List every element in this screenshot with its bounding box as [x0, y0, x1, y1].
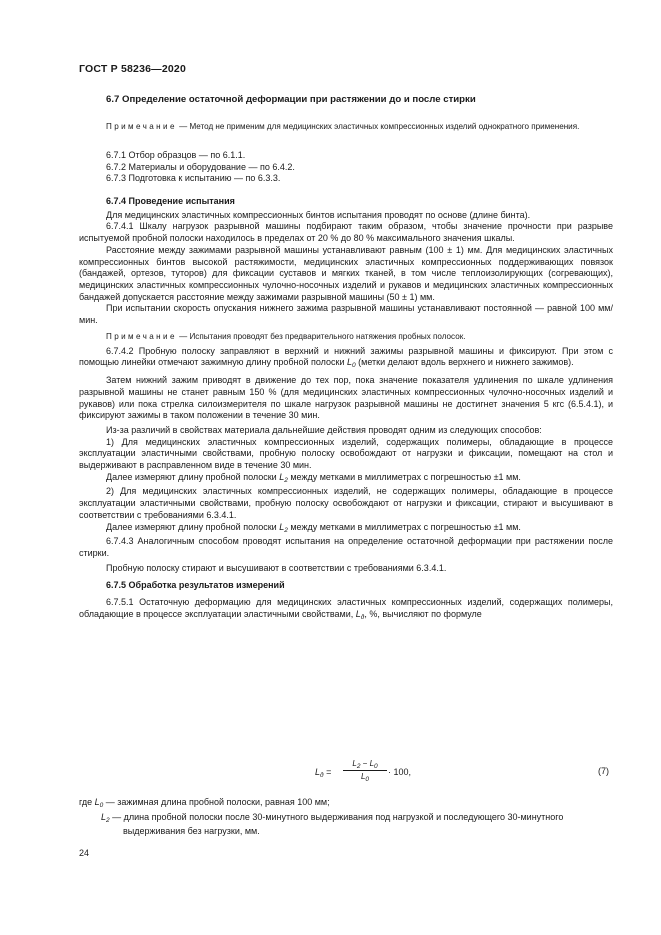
paragraph: Пробную полоску стирают и высушивают в соответствии с требованиями 6.3.4.1.	[106, 562, 447, 573]
subsection-title-6-7-4: 6.7.4 Проведение испытания	[106, 196, 235, 206]
formula-number: (7)	[598, 766, 609, 776]
paragraph: Затем нижний зажим приводят в движение до тех пор, пока значение показателя удлинения по шкале удлинения разрывной машины не станет равным 150 % (для медицинских эластичных компрессионных чулочно-носочных изделий и рукавов) или пока стрелка силоизмерителя по шкале нагрузок разрывной машины не достигнет значения 5 кгс (6.5.4.1), и фиксируют зажимы в таком положении в течение 30 мин.	[79, 375, 613, 421]
paragraph: 6.7.4.2 Пробную полоску заправляют в верхний и нижний зажимы разрывной машины и фиксируют. При этом с помощью линейки отмечают зажимную длину пробной полоски $L_0$ (метки делают вдоль верхнего и нижнего зажимов).	[79, 345, 613, 370]
formula-7: $L_д$ = $L_2 - L_0$ $L_0$ · 100,	[315, 759, 412, 783]
symbol-l2: $L_2$	[279, 471, 288, 484]
formula-tail: · 100,	[388, 767, 412, 777]
section-title: 6.7 Определение остаточной деформации при растяжении до и после стирки	[106, 94, 476, 105]
paragraph: 6.7.4.3 Аналогичным способом проводят испытания на определение остаточной деформации при растяжении после стирки.	[79, 536, 613, 558]
paragraph: Расстояние между зажимами разрывной машины устанавливают равным (100 ± 1) мм. Для медицинских эластичных компрессионных бинтов высокой растяжимости, медицинских эластичных компрессионных поддерживающих повязок (бандажей, ортезов, туторов) для фиксации суставов и мягких тканей, в том числе теплоизолирующих (согревающих), медицинских эластичных компрессионных чулочно-носочных изделий и рукавов и медицинских эластичных компрессионных бандажей допускается расстояние между зажимами разрывной машины (50 ± 1) мм.	[79, 244, 613, 302]
fraction-numerator: $L_2 - L_0$	[352, 759, 378, 770]
item-6-7-2: 6.7.2 Материалы и оборудование — по 6.4.2.	[106, 161, 295, 172]
paragraph: Далее измеряют длину пробной полоски $L_2$ между метками в миллиметрах с погрешностью ±1 мм.	[106, 471, 521, 484]
paragraph: Далее измеряют длину пробной полоски $L_2$ между метками в миллиметрах с погрешностью ±1 мм.	[106, 521, 521, 534]
symbol-ld: $L_д$	[315, 767, 324, 779]
formula-fraction	[343, 758, 387, 783]
where-l2: $L_2$ — длина пробной полоски после 30-минутного выдерживания под нагрузкой и последующего 30-минутного выдерживания без нагрузки, мм.	[101, 811, 564, 837]
section-6-7-4	[79, 196, 613, 624]
symbol-l2: $L_2$	[279, 521, 288, 534]
item-6-7-1: 6.7.1 Отбор образцов — по 6.1.1.	[106, 150, 246, 160]
paragraph: 2) Для медицинских эластичных компрессионных изделий, не содержащих полимеры, обладающие в процессе эксплуатации эластичными свойствами, пробную полоску освобождают от нагрузки и фиксации, стирают и высушивают в соответствии с требованиями 6.3.4.1.	[79, 486, 613, 520]
item-6-7-3: 6.7.3 Подготовка к испытанию — по 6.3.3.	[106, 173, 281, 184]
symbol-l0: $L_0$	[347, 357, 356, 370]
item-list	[79, 150, 613, 185]
paragraph: 6.7.5.1 Остаточную деформацию для медицинских эластичных компрессионных изделий, содержащих полимеры, обладающие в процессе эксплуатации эластичными свойствами, $L_д$, %, вычисляют по формуле	[79, 597, 613, 621]
page-number: 24	[79, 848, 90, 858]
note-2	[79, 331, 613, 342]
paragraph: Из-за различий в свойствах материала дальнейшие действия проводят одним из следующих способов:	[106, 424, 542, 435]
note-1-label: Примечание	[106, 122, 177, 131]
paragraph: 6.7.4.1 Шкалу нагрузок разрывной машины подбирают таким образом, чтобы значение прочности при разрыве испытуемой пробной полоски находилось в пределах от 20 % до 80 % максимального значения шкалы.	[79, 221, 613, 244]
note-2-label: Примечание	[106, 331, 177, 341]
where-block	[79, 797, 613, 838]
note-2-text: — Испытания проводят без предварительного натяжения пробных полосок.	[176, 331, 466, 341]
symbol-ld: $L_д$	[355, 608, 365, 621]
paragraph: 1) Для медицинских эластичных компрессионных изделий, содержащих полимеры, обладающие в процессе эксплуатации эластичными свойствами, пробную полоску освобождают от нагрузки и фиксации, помещают на стол и выдерживают в расправленном виде в течение 30 мин.	[79, 436, 613, 471]
fraction-denominator: $L_0$	[360, 772, 370, 783]
paragraph: При испытании скорость опускания нижнего зажима разрывной машины устанавливают постоянной — равной 100 мм/мин.	[79, 303, 613, 326]
note-1-text: — Метод не применим для медицинских эластичных компрессионных изделий однократного применения.	[176, 122, 580, 131]
note-1	[79, 121, 613, 132]
where-l0: где $L_0$ — зажимная длина пробной полоски, равная 100 мм;	[79, 797, 330, 809]
paragraph: Для медицинских эластичных компрессионных бинтов испытания проводят по основе (длине бинта).	[106, 209, 531, 220]
standard-header: ГОСТ Р 58236—2020	[79, 63, 187, 75]
subsection-title-6-7-5: 6.7.5 Обработка результатов измерений	[106, 580, 285, 591]
